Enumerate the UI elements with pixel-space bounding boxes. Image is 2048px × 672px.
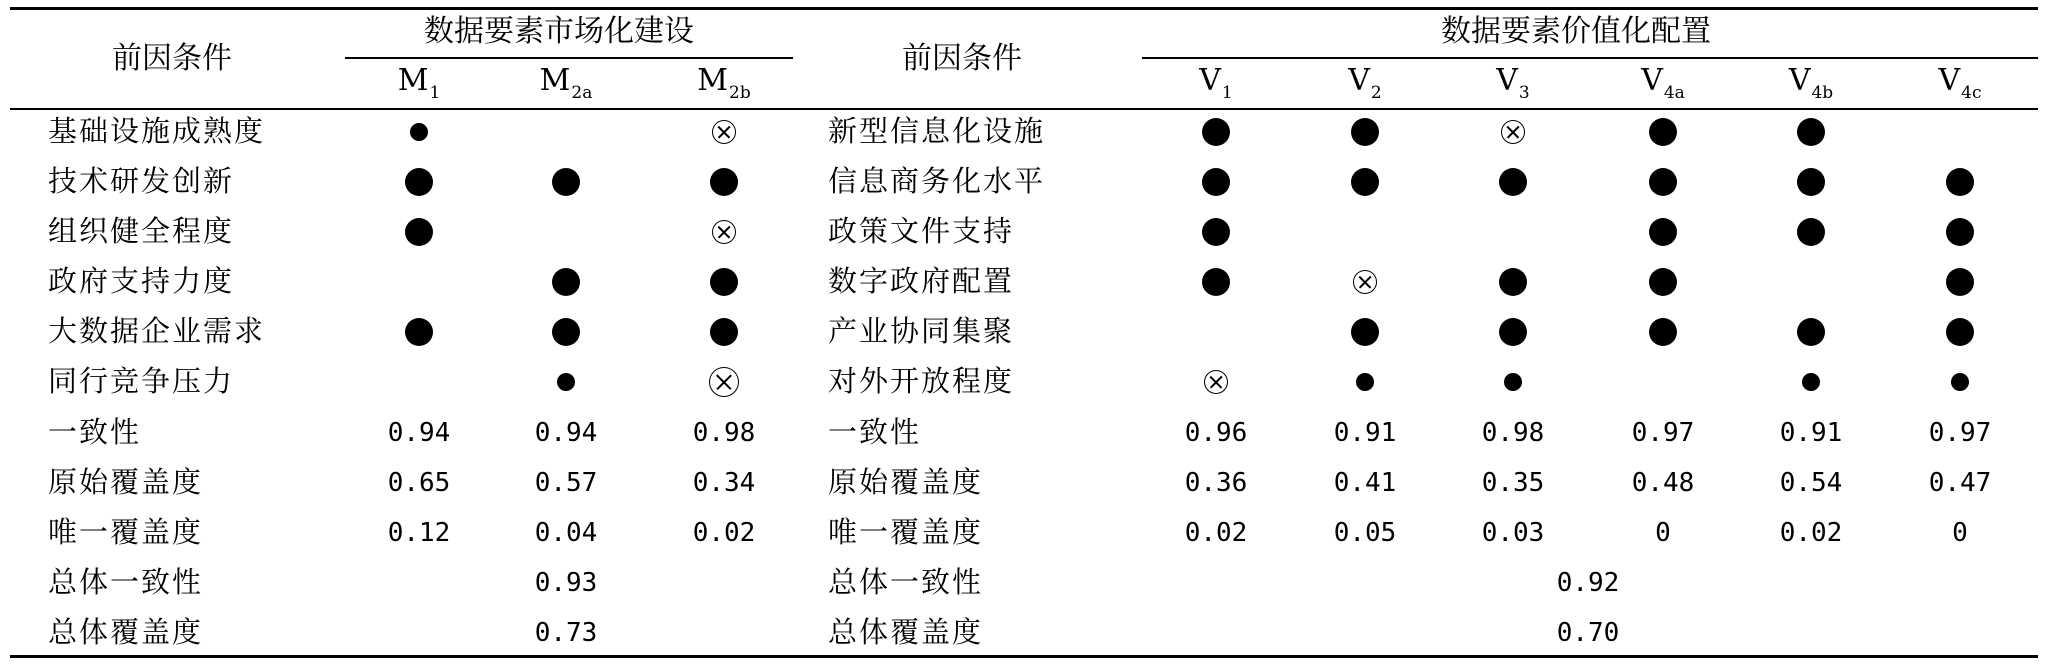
right-stat-value: 0.97	[1631, 418, 1695, 448]
left-r2-c2-core-present-icon	[552, 168, 580, 196]
right-r6-c5-peripheral-present-icon	[1802, 373, 1820, 391]
left-stat-value: 0.98	[692, 418, 756, 448]
right-stat-label: 一致性	[828, 415, 922, 449]
left-overall-value: 0.93	[534, 568, 598, 598]
right-stat-value: 0.91	[1779, 418, 1843, 448]
right-r2-c2-core-present-icon	[1351, 168, 1379, 196]
right-r5-c6-core-present-icon	[1946, 318, 1974, 346]
right-stat-value: 0.41	[1333, 468, 1397, 498]
right-condition-label: 数字政府配置	[828, 264, 1015, 298]
right-condition-label: 对外开放程度	[828, 364, 1015, 398]
col-header-v4-sub: 4a	[1663, 83, 1685, 103]
left-overall-value: 0.73	[534, 618, 598, 648]
right-condition-label: 信息商务化水平	[828, 164, 1046, 198]
right-stat-value: 0.02	[1779, 518, 1843, 548]
left-stat-value: 0.57	[534, 468, 598, 498]
right-r4-c4-core-present-icon	[1649, 268, 1677, 296]
col-header-m1-sub: 1	[429, 83, 441, 103]
right-r4-c1-core-present-icon	[1202, 268, 1230, 296]
right-r3-c4-core-present-icon	[1649, 218, 1677, 246]
right-overall-value: 0.70	[1556, 618, 1620, 648]
left-condition-label: 组织健全程度	[48, 214, 235, 248]
right-stat-value: 0.36	[1184, 468, 1248, 498]
col-header-m2-sub: 2a	[571, 83, 593, 103]
right-stat-value: 0	[1952, 518, 1968, 548]
right-condition-label: 政策文件支持	[828, 214, 1015, 248]
left-r3-c3-peripheral-absent-icon	[712, 220, 736, 244]
right-r2-c3-core-present-icon	[1499, 168, 1527, 196]
col-header-v5-sub: 4b	[1811, 83, 1834, 103]
right-stat-value: 0.03	[1481, 518, 1545, 548]
col-header-v2-sub: 2	[1370, 83, 1382, 103]
right-r6-c3-peripheral-present-icon	[1504, 373, 1522, 391]
col-header-v2-main: V	[1348, 63, 1370, 98]
col-header-m3-main: M	[697, 63, 729, 98]
col-header-m2-main: M	[539, 63, 571, 98]
right-stat-label: 原始覆盖度	[828, 465, 984, 499]
left-stat-value: 0.12	[387, 518, 451, 548]
right-stat-value: 0.35	[1481, 468, 1545, 498]
left-condition-header: 前因条件	[112, 41, 232, 76]
left-r4-c2-core-present-icon	[552, 268, 580, 296]
left-condition-label: 同行竞争压力	[48, 364, 235, 398]
left-r1-c1-peripheral-present-icon	[410, 123, 428, 141]
right-overall-value: 0.92	[1556, 568, 1620, 598]
left-stat-label: 原始覆盖度	[48, 465, 204, 499]
left-stat-value: 0.04	[534, 518, 598, 548]
right-r2-c6-core-present-icon	[1946, 168, 1974, 196]
col-header-v5	[1788, 63, 1834, 103]
col-header-v6-main: V	[1938, 63, 1961, 98]
left-r4-c3-core-present-icon	[710, 268, 738, 296]
right-condition-label: 新型信息化设施	[828, 114, 1046, 148]
right-r1-c1-core-present-icon	[1202, 118, 1230, 146]
right-r4-c2-peripheral-absent-icon	[1353, 270, 1377, 294]
right-overall-label: 总体覆盖度	[828, 615, 984, 649]
col-header-v6	[1938, 63, 1982, 103]
right-r3-c5-core-present-icon	[1797, 218, 1825, 246]
left-r5-c1-core-present-icon	[405, 318, 433, 346]
left-r1-c3-peripheral-absent-icon	[712, 120, 736, 144]
col-header-v1-sub: 1	[1221, 83, 1233, 103]
right-condition-label: 产业协同集聚	[828, 314, 1015, 348]
left-r2-c3-core-present-icon	[710, 168, 738, 196]
left-condition-label: 政府支持力度	[48, 264, 235, 298]
right-r4-c3-core-present-icon	[1499, 268, 1527, 296]
col-header-v3-main: V	[1496, 63, 1518, 98]
right-r5-c2-core-present-icon	[1351, 318, 1379, 346]
col-header-v3-sub: 3	[1518, 83, 1530, 103]
left-stat-label: 唯一覆盖度	[48, 515, 204, 549]
left-stat-value: 0.02	[692, 518, 756, 548]
bottom-rule	[10, 655, 2038, 658]
col-header-m1	[397, 63, 441, 103]
right-stat-label: 唯一覆盖度	[828, 515, 984, 549]
right-r2-c1-core-present-icon	[1202, 168, 1230, 196]
col-header-m1-main: M	[397, 63, 429, 98]
right-stat-value: 0	[1655, 518, 1671, 548]
left-r5-c2-core-present-icon	[552, 318, 580, 346]
left-stat-label: 一致性	[48, 415, 142, 449]
col-header-m3	[697, 63, 751, 103]
col-header-v1	[1199, 63, 1233, 103]
col-header-v1-main: V	[1199, 63, 1221, 98]
left-overall-label: 总体覆盖度	[48, 615, 204, 649]
right-group-rule	[1142, 57, 2038, 59]
left-stat-value: 0.34	[692, 468, 756, 498]
left-r6-c2-peripheral-present-icon	[557, 373, 575, 391]
left-condition-label: 大数据企业需求	[48, 314, 266, 348]
left-r5-c3-core-present-icon	[710, 318, 738, 346]
right-r5-c4-core-present-icon	[1649, 318, 1677, 346]
left-r6-c3-core-absent-icon	[709, 367, 739, 397]
left-condition-label: 基础设施成熟度	[48, 114, 266, 148]
col-header-v4-main: V	[1641, 63, 1663, 98]
col-header-v2	[1348, 63, 1382, 103]
col-header-v6-sub: 4c	[1961, 83, 1982, 103]
right-r5-c3-core-present-icon	[1499, 318, 1527, 346]
right-stat-value: 0.48	[1631, 468, 1695, 498]
right-r4-c6-core-present-icon	[1946, 268, 1974, 296]
right-r1-c2-core-present-icon	[1351, 118, 1379, 146]
col-header-v3	[1496, 63, 1530, 103]
header-rule	[10, 108, 2038, 110]
right-r6-c6-peripheral-present-icon	[1951, 373, 1969, 391]
right-condition-header: 前因条件	[902, 41, 1022, 76]
right-stat-value: 0.98	[1481, 418, 1545, 448]
left-group-rule	[345, 57, 793, 59]
right-r1-c3-peripheral-absent-icon	[1501, 120, 1525, 144]
right-stat-value: 0.05	[1333, 518, 1397, 548]
right-stat-value: 0.02	[1184, 518, 1248, 548]
right-r1-c5-core-present-icon	[1797, 118, 1825, 146]
right-overall-label: 总体一致性	[828, 565, 984, 599]
right-r5-c5-core-present-icon	[1797, 318, 1825, 346]
right-r3-c6-core-present-icon	[1946, 218, 1974, 246]
right-group-header: 数据要素价值化配置	[1441, 14, 1711, 49]
col-header-v5-main: V	[1788, 63, 1811, 98]
right-r3-c1-core-present-icon	[1202, 218, 1230, 246]
right-stat-value: 0.96	[1184, 418, 1248, 448]
top-rule	[10, 7, 2038, 10]
col-header-m2	[539, 63, 593, 103]
left-stat-value: 0.94	[534, 418, 598, 448]
right-stat-value: 0.47	[1928, 468, 1992, 498]
right-r1-c4-core-present-icon	[1649, 118, 1677, 146]
left-group-header: 数据要素市场化建设	[424, 14, 694, 49]
right-r6-c2-peripheral-present-icon	[1356, 373, 1374, 391]
right-stat-value: 0.91	[1333, 418, 1397, 448]
left-overall-label: 总体一致性	[48, 565, 204, 599]
right-r6-c1-peripheral-absent-icon	[1204, 370, 1228, 394]
left-condition-label: 技术研发创新	[48, 164, 235, 198]
left-r3-c1-core-present-icon	[405, 218, 433, 246]
right-r2-c5-core-present-icon	[1797, 168, 1825, 196]
right-stat-value: 0.54	[1779, 468, 1843, 498]
left-stat-value: 0.65	[387, 468, 451, 498]
left-stat-value: 0.94	[387, 418, 451, 448]
col-header-m3-sub: 2b	[729, 83, 751, 103]
left-r2-c1-core-present-icon	[405, 168, 433, 196]
right-stat-value: 0.97	[1928, 418, 1992, 448]
right-r2-c4-core-present-icon	[1649, 168, 1677, 196]
col-header-v4	[1641, 63, 1685, 103]
